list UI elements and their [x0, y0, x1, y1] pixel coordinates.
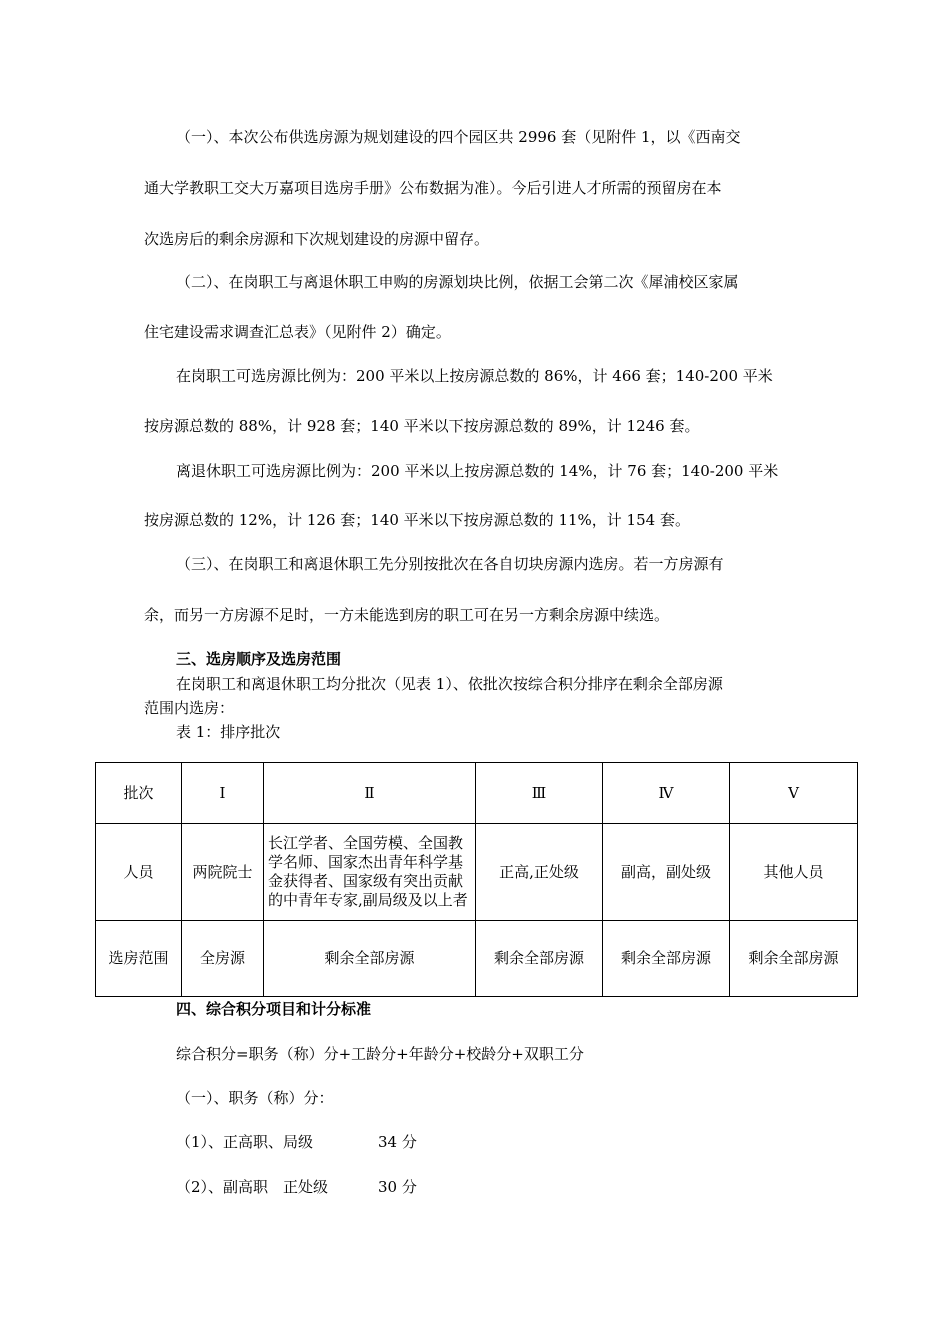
para-1-line-2: 通大学教职工交大万嘉项目选房手册》公布数据为准）。今后引进人才所需的预留房在本: [144, 179, 722, 197]
table-cell: 正高,正处级: [476, 824, 603, 921]
table-cell: Ⅱ: [264, 763, 476, 824]
score-item-1-value: 34 分: [378, 1133, 417, 1151]
table-cell: Ⅲ: [476, 763, 603, 824]
subsection-title: （一）、职务（称）分：: [176, 1089, 334, 1107]
score-item-2-label: （2）、副高职 正处级: [176, 1178, 329, 1196]
para-3-line-2: 按房源总数的 88%，计 928 套；140 平米以下按房源总数的 89%，计 1246 套。: [144, 417, 700, 435]
table-cell: Ⅳ: [603, 763, 730, 824]
table-cell: 人员: [96, 824, 182, 921]
para-2-line-2: 住宅建设需求调查汇总表》（见附件 2）确定。: [144, 323, 451, 341]
para-5-line-2: 余，而另一方房源不足时，一方未能选到房的职工可在另一方剩余房源中续选。: [144, 606, 670, 624]
para-1-line-1: （一）、本次公布供选房源为规划建设的四个园区共 2996 套（见附件 1，以《西南交: [176, 128, 741, 146]
table-cell: 批次: [96, 763, 182, 824]
table-cell: Ⅰ: [182, 763, 264, 824]
table-cell: 剩余全部房源: [264, 921, 476, 997]
section-3-body-line-2: 范围内选房：: [144, 699, 235, 717]
table-cell: 长江学者、全国劳模、全国教学名师、国家杰出青年科学基金获得者、国家级有突出贡献的中青年专家,副局级及以上者: [264, 824, 476, 921]
section-3-heading: 三、选房顺序及选房范围: [176, 650, 342, 668]
para-3-line-1: 在岗职工可选房源比例为：200 平米以上按房源总数的 86%，计 466 套；140-200 平米: [176, 367, 773, 385]
score-item-1-label: （1）、正高职、局级: [176, 1133, 314, 1151]
table-cell: Ⅴ: [730, 763, 858, 824]
table-row-personnel: [96, 824, 858, 921]
table-cell: 选房范围: [96, 921, 182, 997]
table-caption: 表 1：排序批次: [176, 723, 281, 741]
table-cell: 两院院士: [182, 824, 264, 921]
para-4-line-2: 按房源总数的 12%，计 126 套；140 平米以下按房源总数的 11%，计 154 套。: [144, 511, 690, 529]
para-4-line-1: 离退休职工可选房源比例为：200 平米以上按房源总数的 14%，计 76 套；140-200 平米: [176, 462, 779, 480]
table-cell: 副高，副处级: [603, 824, 730, 921]
batch-table: [95, 762, 858, 997]
section-4-heading: 四、综合积分项目和计分标准: [176, 1000, 372, 1018]
para-5-line-1: （三）、在岗职工和离退休职工先分别按批次在各自切块房源内选房。若一方房源有: [176, 555, 724, 573]
table-cell: 剩余全部房源: [476, 921, 603, 997]
table-cell: 全房源: [182, 921, 264, 997]
score-item-2-value: 30 分: [378, 1178, 417, 1196]
table-cell: 其他人员: [730, 824, 858, 921]
score-formula: 综合积分=职务（称）分+工龄分+年龄分+校龄分+双职工分: [176, 1045, 584, 1063]
para-2-line-1: （二）、在岗职工与离退休职工申购的房源划块比例，依据工会第二次《犀浦校区家属: [176, 273, 739, 291]
para-1-line-3: 次选房后的剩余房源和下次规划建设的房源中留存。: [144, 230, 490, 248]
table-cell: 剩余全部房源: [730, 921, 858, 997]
table-cell: 剩余全部房源: [603, 921, 730, 997]
table-row-header: [96, 763, 858, 824]
section-3-body-line-1: 在岗职工和离退休职工均分批次（见表 1）、依批次按综合积分排序在剩余全部房源: [176, 675, 723, 693]
table-row-scope: [96, 921, 858, 997]
